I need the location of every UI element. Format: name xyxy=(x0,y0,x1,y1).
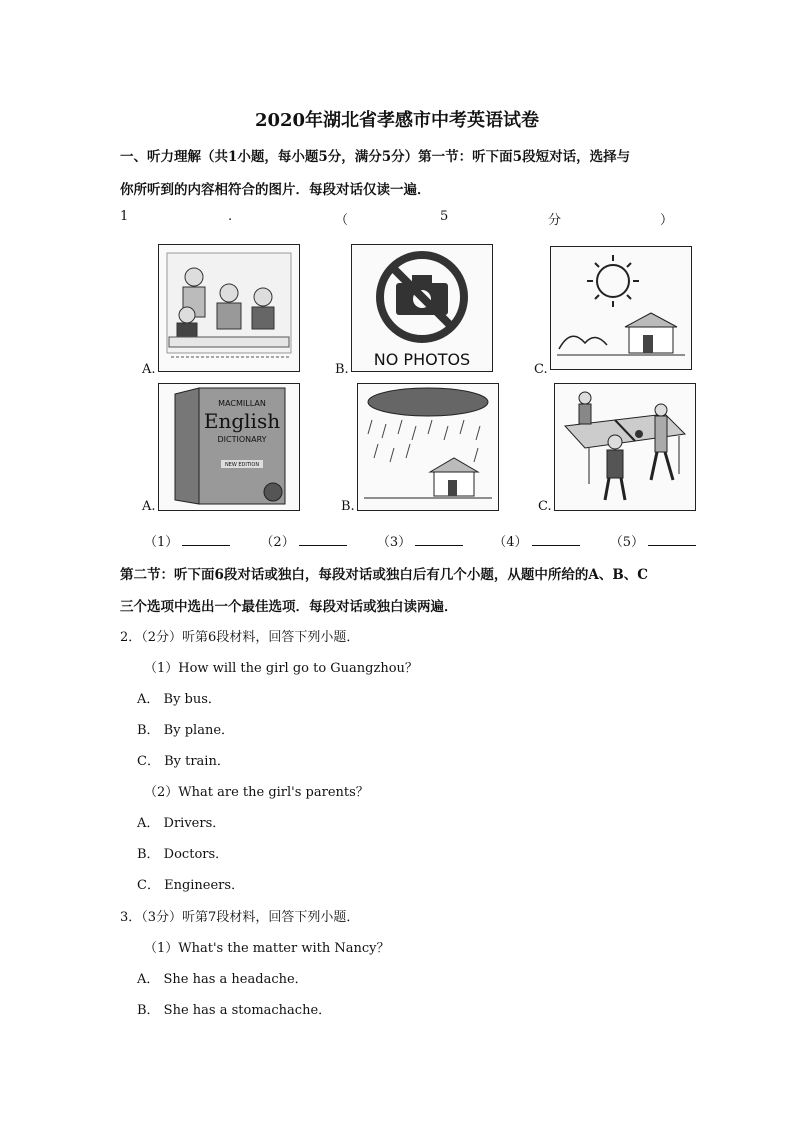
book-edition: NEW EDITION xyxy=(224,462,260,468)
picture-row2-label-b: B. xyxy=(341,499,355,514)
q1-number: 1 xyxy=(120,209,129,224)
table-tennis-illustration xyxy=(554,383,696,511)
q2-sub2-option-b[interactable]: B． Doctors． xyxy=(137,847,229,862)
section1-instruction-line1: 一、听力理解（共1小题，每小题5分，满分5分）第一节：听下面5段短对话，选择与 xyxy=(120,149,631,165)
picture-row2-label-c: C. xyxy=(538,499,552,514)
section1-instruction-line2: 你所听到的内容相符合的图片．每段对话仅读一遍． xyxy=(120,182,431,198)
book-title: English xyxy=(203,409,281,433)
q2-sub1-option-b[interactable]: B． By plane． xyxy=(137,723,235,738)
section2-instruction-line1: 第二节：听下面6段对话或独白，每段对话或独白后有几个小题，从题中所给的A、B、C xyxy=(120,567,649,583)
book-brand: MACMILLAN xyxy=(218,399,266,408)
q2-sub1-option-a[interactable]: A． By bus． xyxy=(137,692,221,707)
picture-row1-label-a: A. xyxy=(142,362,156,377)
q3-sub1-question: （1）What's the matter with Nancy？ xyxy=(144,941,390,956)
q2-sub2-option-a[interactable]: A． Drivers． xyxy=(137,816,226,831)
q2-sub2-question: （2）What are the girl's parents？ xyxy=(144,785,369,800)
dictionary-book xyxy=(158,383,300,511)
no-photos-caption: NO PHOTOS xyxy=(373,350,471,369)
q3-header: 3．（3分）听第7段材料，回答下列小题． xyxy=(120,910,360,925)
answer-blank-1[interactable]: （1） xyxy=(144,535,230,550)
q1-close-paren: ） xyxy=(660,213,674,228)
book-subtitle: DICTIONARY xyxy=(217,435,267,444)
answer-blank-4[interactable]: （4） xyxy=(493,535,579,550)
q2-sub1-question: （1）How will the girl go to Guangzhou？ xyxy=(144,661,418,676)
q3-sub1-option-a[interactable]: A． She has a headache． xyxy=(137,972,308,987)
picture-row2-label-a: A. xyxy=(142,499,156,514)
q1-unit: 分 xyxy=(548,213,562,228)
answer-blanks-row xyxy=(144,531,722,550)
q1-open-paren: （ xyxy=(335,213,349,228)
q1-points: 5 xyxy=(440,209,449,224)
section2-instruction-line2: 三个选项中选出一个最佳选项．每段对话或独白读两遍． xyxy=(120,599,458,615)
picture-row1-label-c: C. xyxy=(534,362,548,377)
q2-header: 2．（2分）听第6段材料，回答下列小题． xyxy=(120,630,360,645)
answer-blank-2[interactable]: （2） xyxy=(260,535,346,550)
q1-dot: . xyxy=(228,209,233,224)
family-meeting-illustration xyxy=(158,244,300,372)
sunny-house-illustration xyxy=(550,246,692,370)
rainy-house-illustration xyxy=(357,383,499,511)
answer-blank-5[interactable]: （5） xyxy=(610,535,696,550)
q2-sub1-option-c[interactable]: C． By train． xyxy=(137,754,230,769)
no-photos-sign xyxy=(351,244,493,372)
page-title: 2020年湖北省孝感市中考英语试卷 xyxy=(254,110,540,131)
q2-sub2-option-c[interactable]: C． Engineers． xyxy=(137,878,245,893)
picture-row1-label-b: B. xyxy=(335,362,349,377)
answer-blank-3[interactable]: （3） xyxy=(377,535,463,550)
q3-sub1-option-b[interactable]: B． She has a stomachache． xyxy=(137,1003,332,1018)
